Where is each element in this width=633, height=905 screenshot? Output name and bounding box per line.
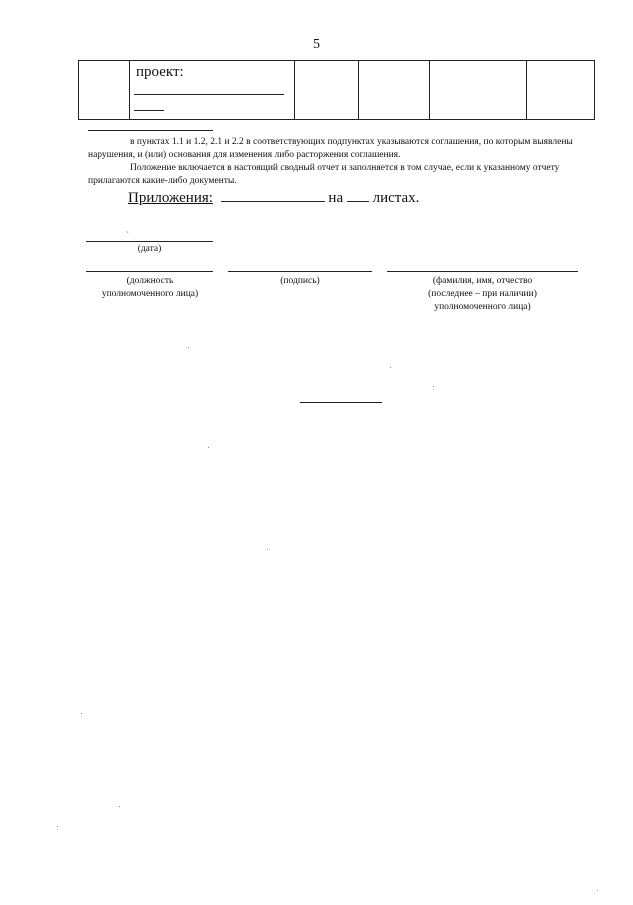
attachments-label: Приложения: — [128, 190, 213, 206]
sheets-count-blank — [347, 189, 369, 202]
project-blank-line — [134, 94, 284, 95]
project-table — [78, 60, 595, 120]
table-cell — [295, 61, 359, 120]
scan-speck — [81, 713, 82, 714]
name-line — [387, 271, 578, 272]
footnotes — [88, 136, 588, 188]
date-caption: (дата) — [137, 244, 162, 254]
footnote-separator — [88, 130, 213, 131]
scan-speck — [390, 367, 391, 368]
signature-line — [228, 271, 372, 272]
table-cell — [430, 61, 527, 120]
attachments-sheets: листах. — [372, 190, 420, 206]
stray-mark: ` — [126, 230, 129, 240]
table-cell — [79, 61, 130, 120]
footnote-1: в пунктах 1.1 и 1.2, 2.1 и 2.2 в соответствующих подпунктах указываются соглашения, по которым выявлены нарушения, и (или) основания для изменения либо расторжения соглашения. — [88, 137, 573, 160]
table-cell — [527, 61, 595, 120]
attachments-line — [128, 189, 419, 207]
signature-caption: (подпись) — [280, 276, 320, 286]
scan-speck — [597, 890, 598, 891]
position-caption: (должность уполномоченного лица) — [101, 276, 199, 299]
name-caption: (фамилия, имя, отчество (последнее – при наличии) уполномоченного лица) — [428, 276, 537, 312]
position-line — [86, 271, 213, 272]
attachments-on: на — [328, 190, 344, 206]
scan-speck — [267, 549, 268, 550]
table-cell — [359, 61, 430, 120]
footnote-2: Положение включается в настоящий сводный отчет и заполняется в том случае, если к указанному отчету прилагаются какие-либо документы. — [88, 163, 560, 186]
project-blank-line-short — [134, 110, 164, 111]
date-line — [86, 241, 213, 242]
project-label: проект: — [136, 64, 184, 80]
attachments-blank — [221, 189, 325, 202]
end-rule — [300, 402, 382, 403]
scan-speck — [188, 347, 189, 348]
scan-speck — [57, 826, 58, 827]
page-number: 5 — [313, 37, 320, 52]
scan-speck — [119, 806, 120, 807]
scan-speck — [208, 447, 209, 448]
scan-speck — [433, 386, 434, 387]
